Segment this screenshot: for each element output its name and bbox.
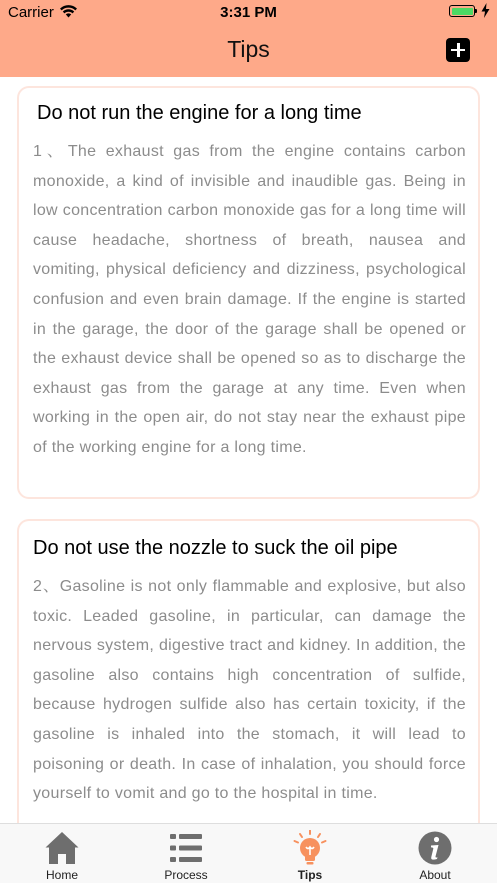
tab-label: Tips bbox=[297, 868, 323, 882]
navigation-header bbox=[0, 0, 497, 77]
battery-cap bbox=[475, 9, 477, 13]
lightbulb-icon bbox=[292, 830, 328, 866]
tab-process[interactable] bbox=[124, 824, 248, 884]
tips-list[interactable] bbox=[0, 77, 497, 823]
carrier-label: Carrier bbox=[8, 4, 54, 21]
battery-icon bbox=[449, 5, 475, 17]
tab-label: About bbox=[419, 868, 451, 882]
tip-title: Do not use the nozzle to suck the oil pipe bbox=[33, 537, 398, 559]
add-button[interactable] bbox=[446, 38, 470, 62]
charging-bolt-icon bbox=[481, 3, 490, 18]
tip-card[interactable] bbox=[17, 519, 480, 823]
tab-bar bbox=[0, 823, 497, 883]
list-icon bbox=[168, 830, 204, 866]
tip-title: Do not run the engine for a long time bbox=[37, 102, 362, 124]
home-icon bbox=[44, 830, 80, 866]
info-icon bbox=[417, 830, 453, 866]
tip-card[interactable] bbox=[17, 86, 480, 499]
tab-tips[interactable] bbox=[248, 824, 372, 884]
tip-body: 1、The exhaust gas from the engine contains carbon monoxide, a kind of invisible and inaudible gas. Being in low concentration carbon monoxide gas for a long time will cause headache, shortness of breath, nausea and vomiting, physical deficiency and dizziness, psychological confusion and even brain damage. If the engine is started in the garage, the door of the garage shall be opened or the exhaust device shall be opened so as to discharge the exhaust gas from the garage at any time. Even when working in the open air, do not stay near the exhaust pipe of the working engine for a long time. bbox=[33, 143, 466, 456]
tab-home[interactable] bbox=[0, 824, 124, 884]
status-bar bbox=[0, 0, 497, 26]
page-title: Tips bbox=[227, 36, 270, 62]
tab-label: Process bbox=[164, 868, 208, 882]
tab-label: Home bbox=[45, 868, 78, 882]
status-time: 3:31 PM bbox=[220, 4, 277, 21]
tab-about[interactable] bbox=[373, 824, 497, 884]
tip-body: 2、Gasoline is not only flammable and explosive, but also toxic. Leaded gasoline, in particular, can damage the nervous system, digestive tract and kidney. In addition, the gasoline also contains high concentration of sulfide, because hydrogen sulfide also has certain toxicity, if the gasoline is inhaled into the stomach, it will lead to poisoning or death. In case of inhalation, you should force yourself to vomit and go to the hospital in time. bbox=[33, 578, 466, 803]
